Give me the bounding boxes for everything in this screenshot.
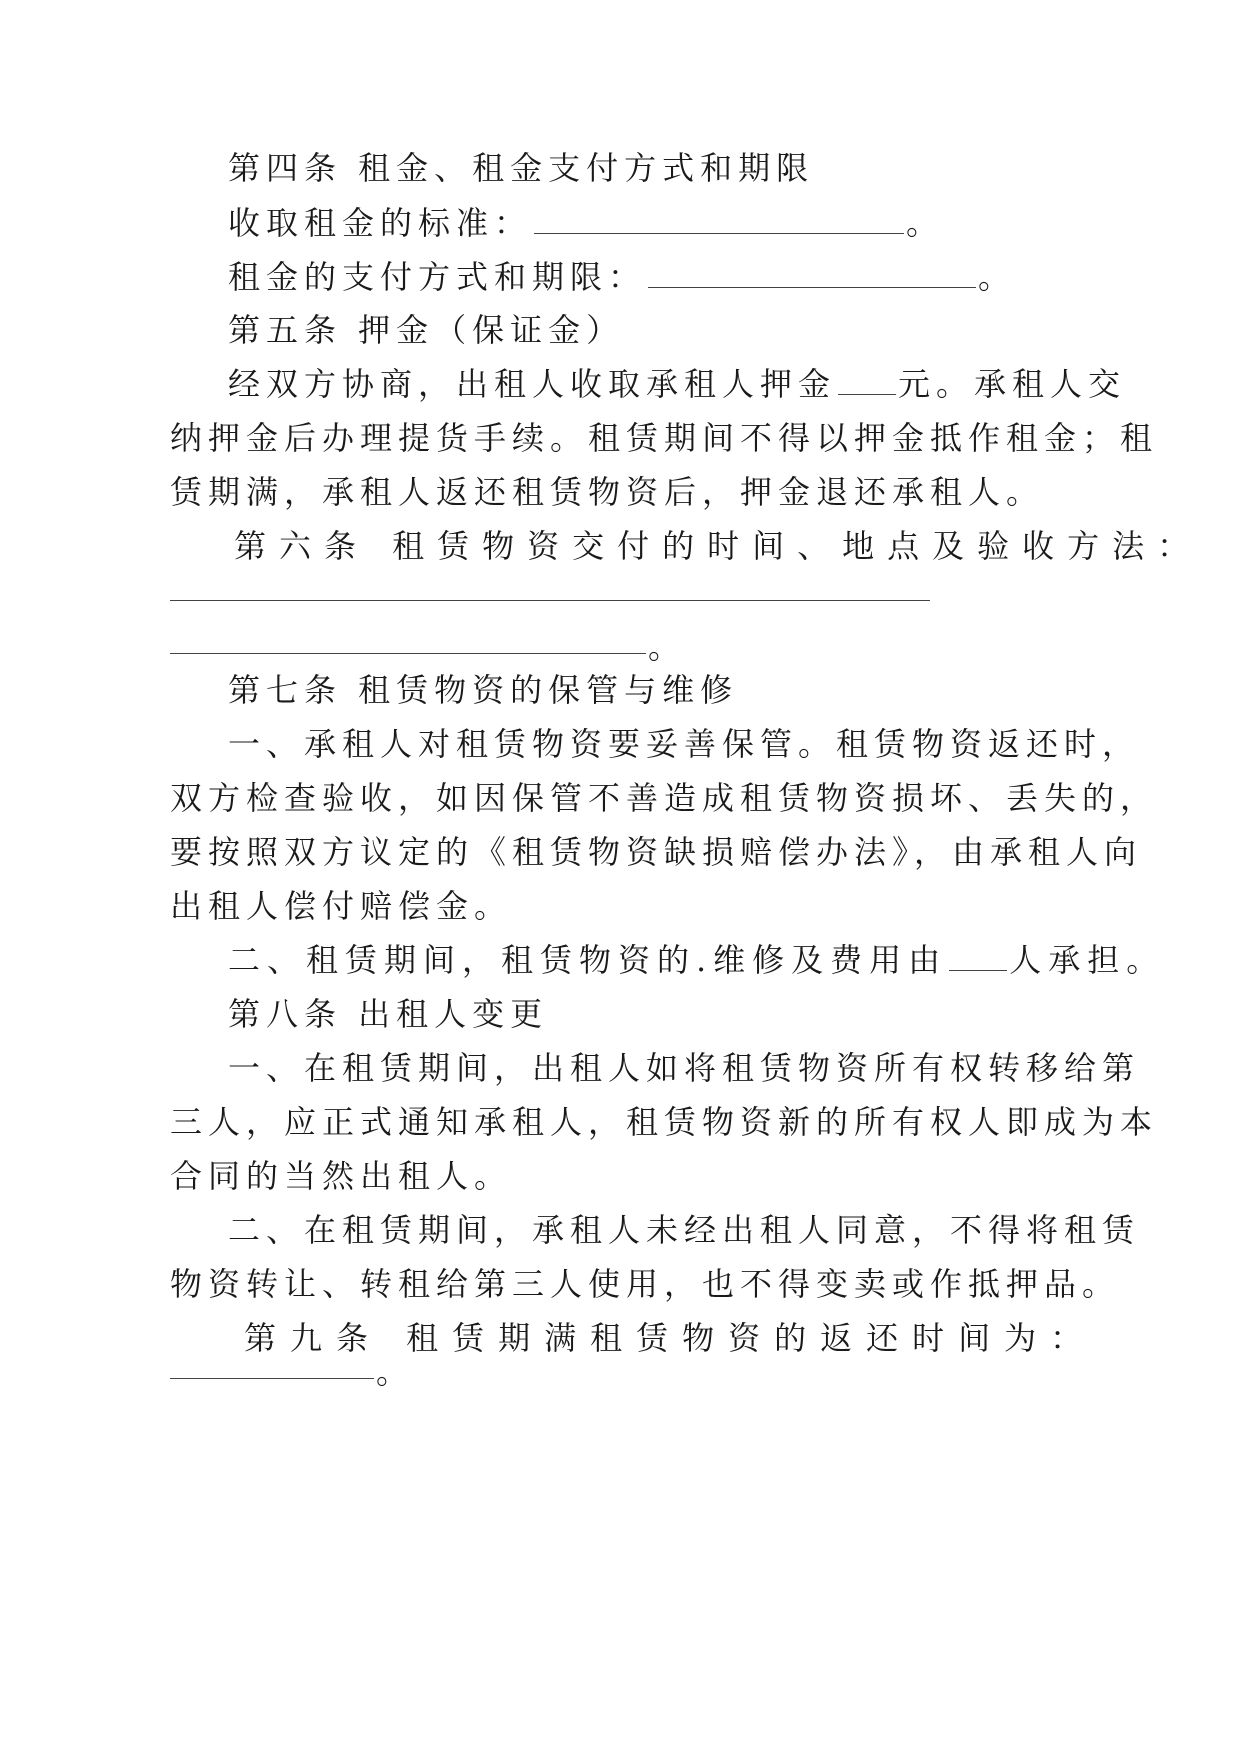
return-time-end: 。 <box>376 1353 415 1391</box>
custody-line-1: 一、承租人对租赁物资要妥善保管。租赁物资返还时， <box>228 725 1141 763</box>
lessor-change-line-2: 三人，应正式通知承租人，租赁物资新的所有权人即成为本 <box>170 1103 1159 1141</box>
delivery-method-blank-1[interactable] <box>170 600 930 601</box>
article-8-heading: 第八条 出租人变更 <box>228 995 549 1033</box>
custody-line-4: 出租人偿付赔偿金。 <box>170 887 513 925</box>
deposit-amount-blank[interactable] <box>838 366 896 395</box>
lessor-change-line-3: 合同的当然出租人。 <box>170 1157 513 1195</box>
article-4-heading: 第四条 租金、租金支付方式和期限 <box>228 149 815 187</box>
rent-standard-blank[interactable] <box>534 205 904 234</box>
return-time-blank[interactable] <box>170 1378 374 1379</box>
article-5-heading: 第五条 押金（保证金） <box>228 311 625 349</box>
article-6-heading: 第六条 租赁物资交付的时间、地点及验收方法： <box>234 527 1203 565</box>
maintenance-text-a: 二、租赁期间，租赁物资的.维修及费用由 <box>228 941 948 979</box>
delivery-method-blank-2[interactable] <box>170 653 646 654</box>
lessor-change-line-1: 一、在租赁期间，出租人如将租赁物资所有权转移给第 <box>228 1049 1141 1087</box>
deposit-text-a: 经双方协商，出租人收取承租人押金 <box>228 365 837 403</box>
custody-line-2: 双方检查验收，如因保管不善造成租赁物资损坏、丢失的， <box>170 779 1159 817</box>
custody-line-3: 要按照双方议定的《租赁物资缺损赔偿办法》，由承租人向 <box>170 833 1143 871</box>
deposit-line-3: 赁期满，承租人返还租赁物资后，押金退还承租人。 <box>170 473 1045 511</box>
sublease-line-1: 二、在租赁期间，承租人未经出租人同意，不得将租赁 <box>228 1211 1141 1249</box>
rent-standard-label: 收取租金的标准： <box>228 204 533 242</box>
maintenance-text-b: 人承担。 <box>1009 941 1166 979</box>
payment-method-end: 。 <box>978 258 1017 296</box>
deposit-text-b: 元。承租人交 <box>898 365 1127 403</box>
rent-standard-end: 。 <box>906 204 945 242</box>
delivery-method-end: 。 <box>648 628 687 666</box>
sublease-line-2: 物资转让、转租给第三人使用，也不得变卖或作抵押品。 <box>170 1265 1121 1303</box>
article-7-heading: 第七条 租赁物资的保管与维修 <box>228 671 739 709</box>
maintenance-party-blank[interactable] <box>949 942 1007 971</box>
article-9-heading: 第九条 租赁期满租赁物资的返还时间为： <box>244 1319 1097 1357</box>
payment-method-blank[interactable] <box>648 259 976 288</box>
rent-standard-line <box>228 203 944 243</box>
deposit-line-2: 纳押金后办理提货手续。租赁期间不得以押金抵作租金；租 <box>170 419 1159 457</box>
maintenance-line <box>228 940 1165 980</box>
payment-method-label: 租金的支付方式和期限： <box>228 258 647 296</box>
payment-method-line <box>228 257 1016 297</box>
deposit-line-1 <box>228 364 1126 404</box>
